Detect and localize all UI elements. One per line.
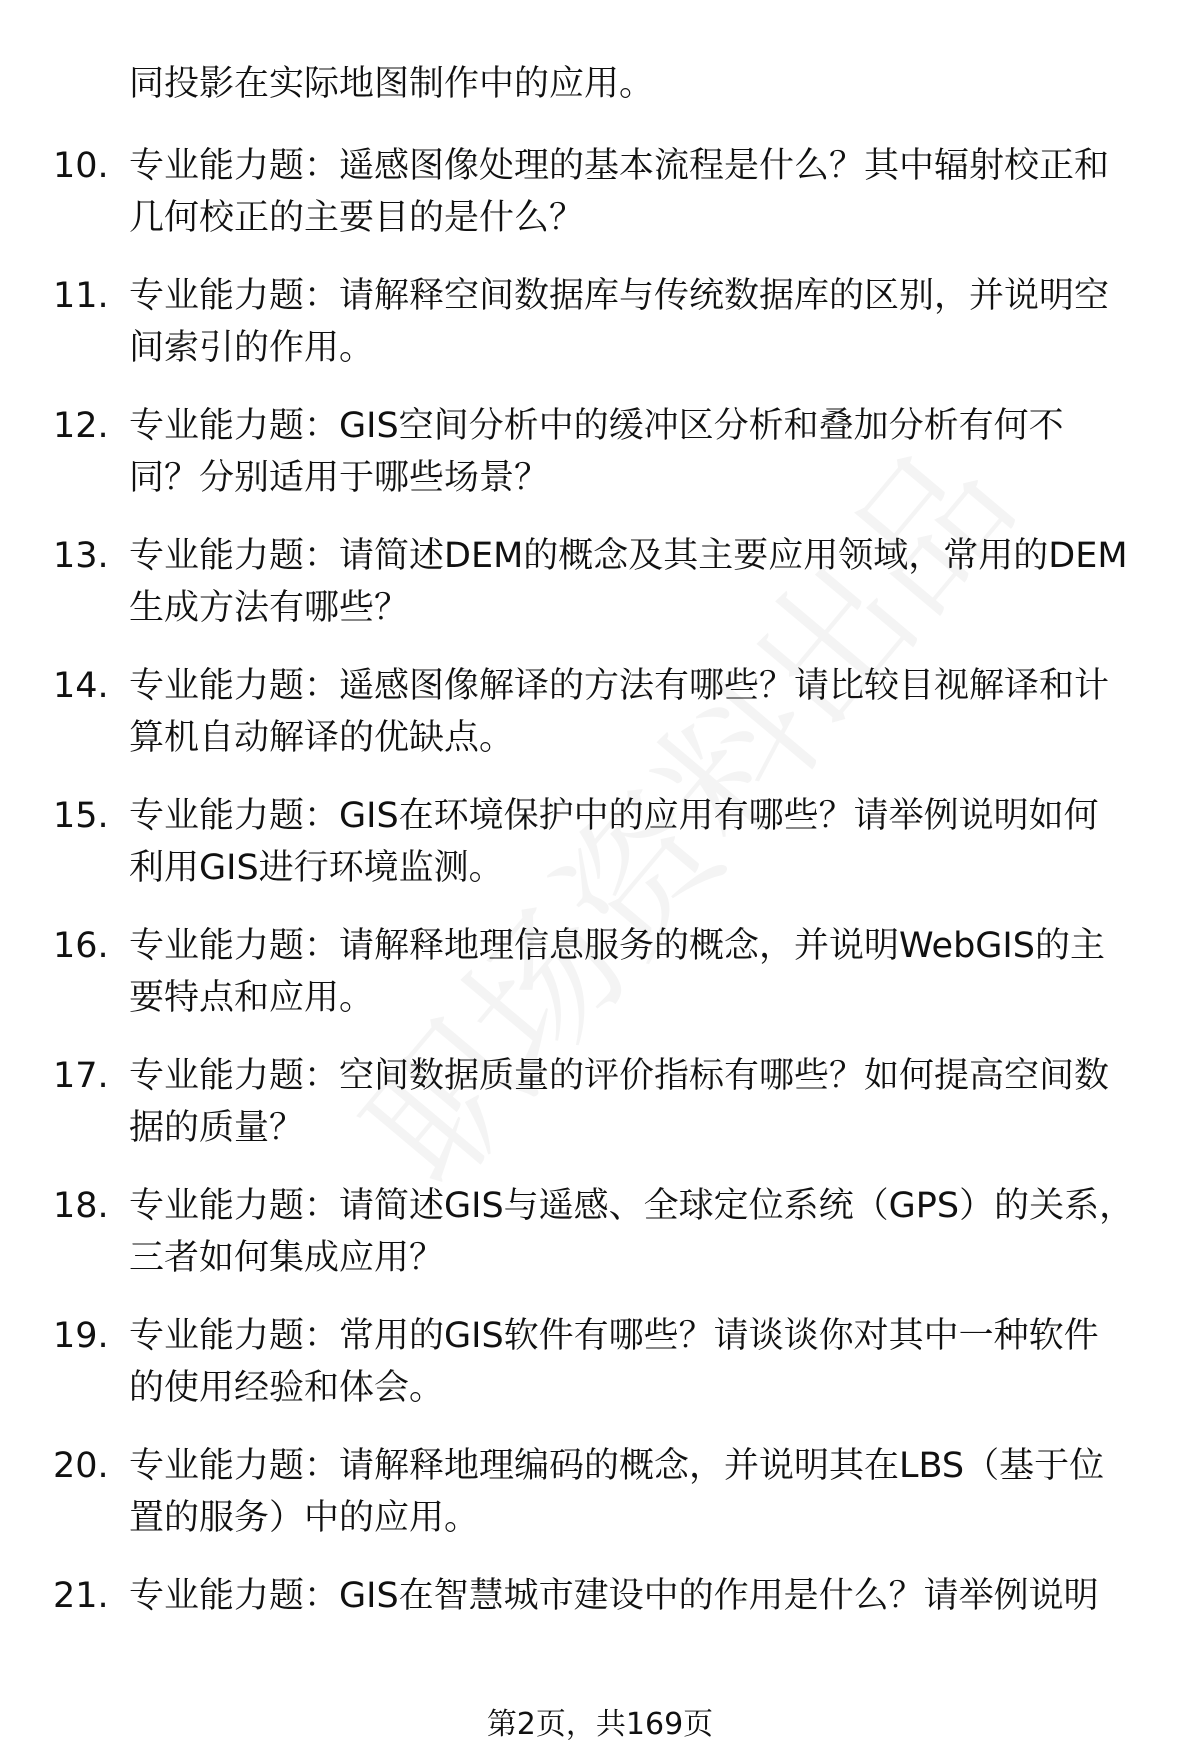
question-line: 专业能力题：请简述DEM的概念及其主要应用领域，常用的DEM bbox=[129, 536, 1128, 576]
question-item bbox=[0, 660, 1200, 790]
question-line: 专业能力题：GIS在智慧城市建设中的作用是什么？请举例说明 bbox=[129, 1576, 1099, 1616]
page-footer: 第2页，共169页 bbox=[486, 1707, 714, 1742]
question-number: 18. bbox=[53, 1186, 109, 1226]
question-line: 专业能力题：遥感图像处理的基本流程是什么？其中辐射校正和 bbox=[129, 146, 1110, 186]
question-item bbox=[0, 790, 1200, 920]
question-number: 11. bbox=[53, 276, 109, 316]
question-item bbox=[0, 400, 1200, 530]
question-text bbox=[129, 1310, 1159, 1414]
question-number: 10. bbox=[53, 146, 109, 186]
question-line: 要特点和应用。 bbox=[129, 978, 375, 1018]
question-line: 间索引的作用。 bbox=[129, 328, 375, 368]
question-text bbox=[129, 140, 1159, 244]
question-number: 20. bbox=[53, 1446, 109, 1486]
question-line: 的使用经验和体会。 bbox=[129, 1368, 445, 1408]
question-item bbox=[0, 1180, 1200, 1310]
question-number: 17. bbox=[53, 1056, 109, 1096]
question-text bbox=[129, 920, 1159, 1024]
question-item bbox=[0, 1050, 1200, 1180]
question-item bbox=[0, 920, 1200, 1050]
question-line: 置的服务）中的应用。 bbox=[129, 1498, 480, 1538]
question-number: 13. bbox=[53, 536, 109, 576]
question-text bbox=[129, 400, 1159, 504]
question-line: 据的质量？ bbox=[129, 1108, 305, 1148]
question-number: 15. bbox=[53, 796, 109, 836]
question-number: 12. bbox=[53, 406, 109, 446]
question-line: 专业能力题：请解释地理信息服务的概念，并说明WebGIS的主 bbox=[129, 926, 1105, 966]
question-item bbox=[0, 530, 1200, 660]
question-item bbox=[0, 1310, 1200, 1440]
question-item bbox=[0, 1570, 1200, 1700]
question-number: 21. bbox=[53, 1576, 109, 1616]
question-text bbox=[129, 530, 1159, 634]
question-line: 专业能力题：请简述GIS与遥感、全球定位系统（GPS）的关系， bbox=[129, 1186, 1135, 1226]
question-line: 专业能力题：请解释空间数据库与传统数据库的区别，并说明空 bbox=[129, 276, 1110, 316]
question-text bbox=[129, 270, 1159, 374]
question-line: 专业能力题：遥感图像解译的方法有哪些？请比较目视解译和计 bbox=[129, 666, 1110, 706]
question-list bbox=[0, 140, 1200, 1700]
question-number: 14. bbox=[53, 666, 109, 706]
question-text bbox=[129, 1050, 1159, 1154]
question-text bbox=[129, 1570, 1159, 1622]
question-item bbox=[0, 270, 1200, 400]
question-line: 几何校正的主要目的是什么？ bbox=[129, 198, 585, 238]
question-item bbox=[0, 1440, 1200, 1570]
question-text bbox=[129, 1440, 1159, 1544]
question-line: 专业能力题：GIS在环境保护中的应用有哪些？请举例说明如何 bbox=[129, 796, 1099, 836]
question-line: 专业能力题：GIS空间分析中的缓冲区分析和叠加分析有何不 bbox=[129, 406, 1064, 446]
question-text bbox=[129, 1180, 1159, 1284]
question-text bbox=[129, 790, 1159, 894]
question-line: 三者如何集成应用？ bbox=[129, 1238, 445, 1278]
question-line: 算机自动解译的优缺点。 bbox=[129, 718, 515, 758]
question-item bbox=[0, 140, 1200, 270]
question-line: 生成方法有哪些？ bbox=[129, 588, 410, 628]
question-number: 16. bbox=[53, 926, 109, 966]
question-number: 19. bbox=[53, 1316, 109, 1356]
question-text bbox=[129, 660, 1159, 764]
question-line: 专业能力题：空间数据质量的评价指标有哪些？如何提高空间数 bbox=[129, 1056, 1110, 1096]
continuation-text: 同投影在实际地图制作中的应用。 bbox=[129, 64, 655, 104]
question-line: 利用GIS进行环境监测。 bbox=[129, 848, 504, 888]
question-line: 专业能力题：请解释地理编码的概念，并说明其在LBS（基于位 bbox=[129, 1446, 1105, 1486]
question-line: 专业能力题：常用的GIS软件有哪些？请谈谈你对其中一种软件 bbox=[129, 1316, 1099, 1356]
question-line: 同？分别适用于哪些场景？ bbox=[129, 458, 550, 498]
